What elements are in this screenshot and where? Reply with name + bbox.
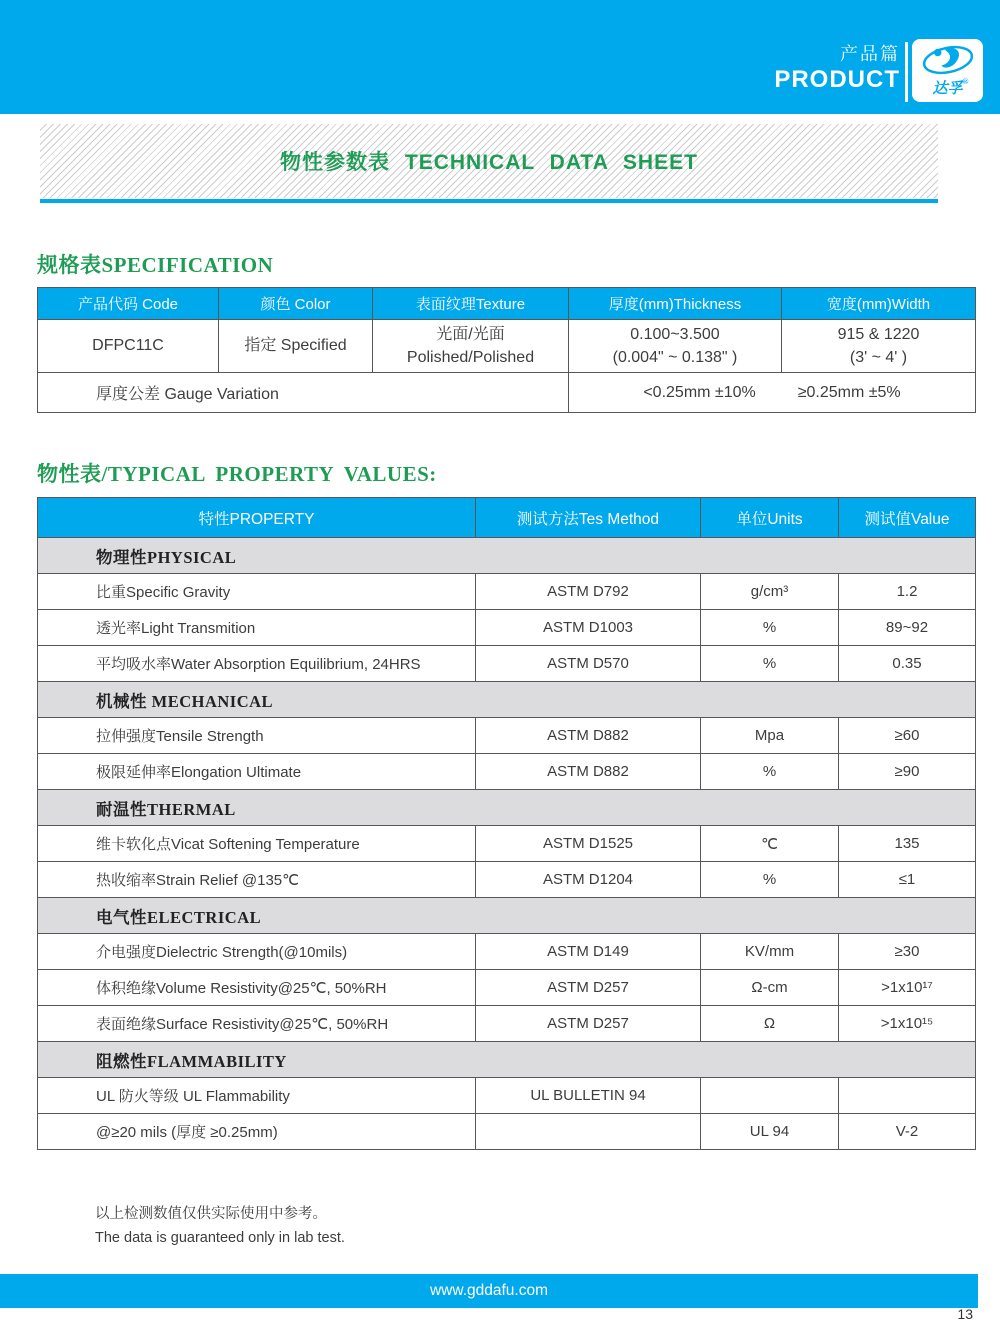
specification-table — [37, 287, 976, 413]
gauge-variation-row — [38, 373, 976, 413]
property-name: UL 防火等级 UL Flammability — [38, 1078, 476, 1114]
banner-underline — [40, 199, 938, 203]
company-logo — [912, 39, 983, 102]
property-name: 热收缩率Strain Relief @135℃ — [38, 862, 476, 898]
property-section-row — [38, 898, 976, 934]
logo-mark-icon — [920, 43, 976, 77]
property-name: 极限延伸率Elongation Ultimate — [38, 754, 476, 790]
disclaimer-notes — [95, 1202, 345, 1250]
test-method: UL BULLETIN 94 — [476, 1078, 701, 1114]
disclaimer-cn: 以上检测数值仅供实际使用中参考。 — [95, 1206, 327, 1222]
property-section-header: 电气性ELECTRICAL — [38, 898, 976, 934]
property-section-row — [38, 790, 976, 826]
logo-wordmark: 达孚 ® — [932, 77, 969, 97]
property-name: 体积绝缘Volume Resistivity@25℃, 50%RH — [38, 970, 476, 1006]
property-name: 表面绝缘Surface Resistivity@25℃, 50%RH — [38, 1006, 476, 1042]
prop-col-units: 单位Units — [701, 498, 839, 538]
units: KV/mm — [701, 934, 839, 970]
header-category — [774, 44, 900, 94]
prop-col-method: 测试方法Tes Method — [476, 498, 701, 538]
units: ℃ — [701, 826, 839, 862]
test-method: ASTM D149 — [476, 934, 701, 970]
spec-col-code: 产品代码 Code — [38, 288, 219, 320]
property-name: 透光率Light Transmition — [38, 610, 476, 646]
units: g/cm³ — [701, 574, 839, 610]
property-data-row — [38, 1078, 976, 1114]
units: % — [701, 862, 839, 898]
property-name: 比重Specific Gravity — [38, 574, 476, 610]
test-method: ASTM D1204 — [476, 862, 701, 898]
website-url: www.gddafu.com — [429, 1282, 549, 1299]
property-data-row — [38, 862, 976, 898]
header-band — [0, 0, 1000, 114]
category-label-cn: 产品篇 — [840, 44, 900, 64]
property-section-header: 阻燃性FLAMMABILITY — [38, 1042, 976, 1078]
units: Ω — [701, 1006, 839, 1042]
property-data-row — [38, 646, 976, 682]
value: V-2 — [839, 1114, 976, 1150]
value — [839, 1078, 976, 1114]
property-section-row — [38, 538, 976, 574]
test-method: ASTM D257 — [476, 970, 701, 1006]
units — [701, 1078, 839, 1114]
value: 0.35 — [839, 646, 976, 682]
product-width: 915 & 1220 (3' ~ 4' ) — [782, 320, 976, 373]
page-title: 物性参数表 TECHNICAL DATA SHEET — [280, 151, 698, 174]
value: ≥60 — [839, 718, 976, 754]
property-data-row — [38, 934, 976, 970]
property-data-row — [38, 718, 976, 754]
gauge-variation-values — [569, 373, 976, 413]
test-method: ASTM D570 — [476, 646, 701, 682]
value: 1.2 — [839, 574, 976, 610]
spec-col-texture: 表面纹理Texture — [373, 288, 569, 320]
properties-heading: 物性表/TYPICAL PROPERTY VALUES: — [37, 462, 437, 486]
property-data-row — [38, 1114, 976, 1150]
product-texture: 光面/光面 Polished/Polished — [373, 320, 569, 373]
property-name: @≥20 mils (厚度 ≥0.25mm) — [38, 1114, 476, 1150]
footer-bar — [0, 1274, 978, 1308]
properties-table — [37, 497, 976, 1150]
value: 135 — [839, 826, 976, 862]
value: ≤1 — [839, 862, 976, 898]
value: 89~92 — [839, 610, 976, 646]
units: UL 94 — [701, 1114, 839, 1150]
registered-mark: ® — [962, 77, 969, 86]
test-method: ASTM D882 — [476, 718, 701, 754]
property-name: 拉伸强度Tensile Strength — [38, 718, 476, 754]
properties-header-row — [38, 498, 976, 538]
units: % — [701, 646, 839, 682]
title-banner — [40, 124, 938, 198]
category-label-en: PRODUCT — [774, 65, 900, 93]
prop-col-property: 特性PROPERTY — [38, 498, 476, 538]
property-data-row — [38, 574, 976, 610]
header-divider — [905, 42, 908, 102]
property-data-row — [38, 754, 976, 790]
value: >1x10¹⁷ — [839, 970, 976, 1006]
test-method: ASTM D1003 — [476, 610, 701, 646]
spec-header-row — [38, 288, 976, 320]
property-data-row — [38, 1006, 976, 1042]
product-color: 指定 Specified — [219, 320, 373, 373]
test-method: ASTM D792 — [476, 574, 701, 610]
units: Ω-cm — [701, 970, 839, 1006]
spec-col-width: 宽度(mm)Width — [782, 288, 976, 320]
gauge-variation-label: 厚度公差 Gauge Variation — [38, 373, 569, 413]
prop-col-value: 测试值Value — [839, 498, 976, 538]
value: ≥30 — [839, 934, 976, 970]
specification-heading: 规格表SPECIFICATION — [37, 253, 274, 277]
page-number: 13 — [957, 1306, 973, 1322]
spec-col-color: 颜色 Color — [219, 288, 373, 320]
test-method — [476, 1114, 701, 1150]
property-section-row — [38, 1042, 976, 1078]
property-section-row — [38, 682, 976, 718]
property-data-row — [38, 610, 976, 646]
disclaimer-en: The data is guaranteed only in lab test. — [95, 1230, 345, 1246]
gauge-value-thick: ≥0.25mm ±5% — [797, 383, 901, 401]
units: % — [701, 754, 839, 790]
property-section-header: 物理性PHYSICAL — [38, 538, 976, 574]
gauge-value-thin: <0.25mm ±10% — [643, 383, 756, 401]
units: % — [701, 610, 839, 646]
spec-col-thickness: 厚度(mm)Thickness — [569, 288, 782, 320]
test-method: ASTM D882 — [476, 754, 701, 790]
product-thickness: 0.100~3.500 (0.004" ~ 0.138" ) — [569, 320, 782, 373]
units: Mpa — [701, 718, 839, 754]
property-name: 介电强度Dielectric Strength(@10mils) — [38, 934, 476, 970]
property-data-row — [38, 826, 976, 862]
test-method: ASTM D257 — [476, 1006, 701, 1042]
property-data-row — [38, 970, 976, 1006]
property-section-header: 耐温性THERMAL — [38, 790, 976, 826]
value: >1x10¹⁵ — [839, 1006, 976, 1042]
test-method: ASTM D1525 — [476, 826, 701, 862]
property-section-header: 机械性 MECHANICAL — [38, 682, 976, 718]
value: ≥90 — [839, 754, 976, 790]
product-code: DFPC11C — [38, 320, 219, 373]
property-name: 维卡软化点Vicat Softening Temperature — [38, 826, 476, 862]
property-name: 平均吸水率Water Absorption Equilibrium, 24HRS — [38, 646, 476, 682]
spec-data-row — [38, 320, 976, 373]
